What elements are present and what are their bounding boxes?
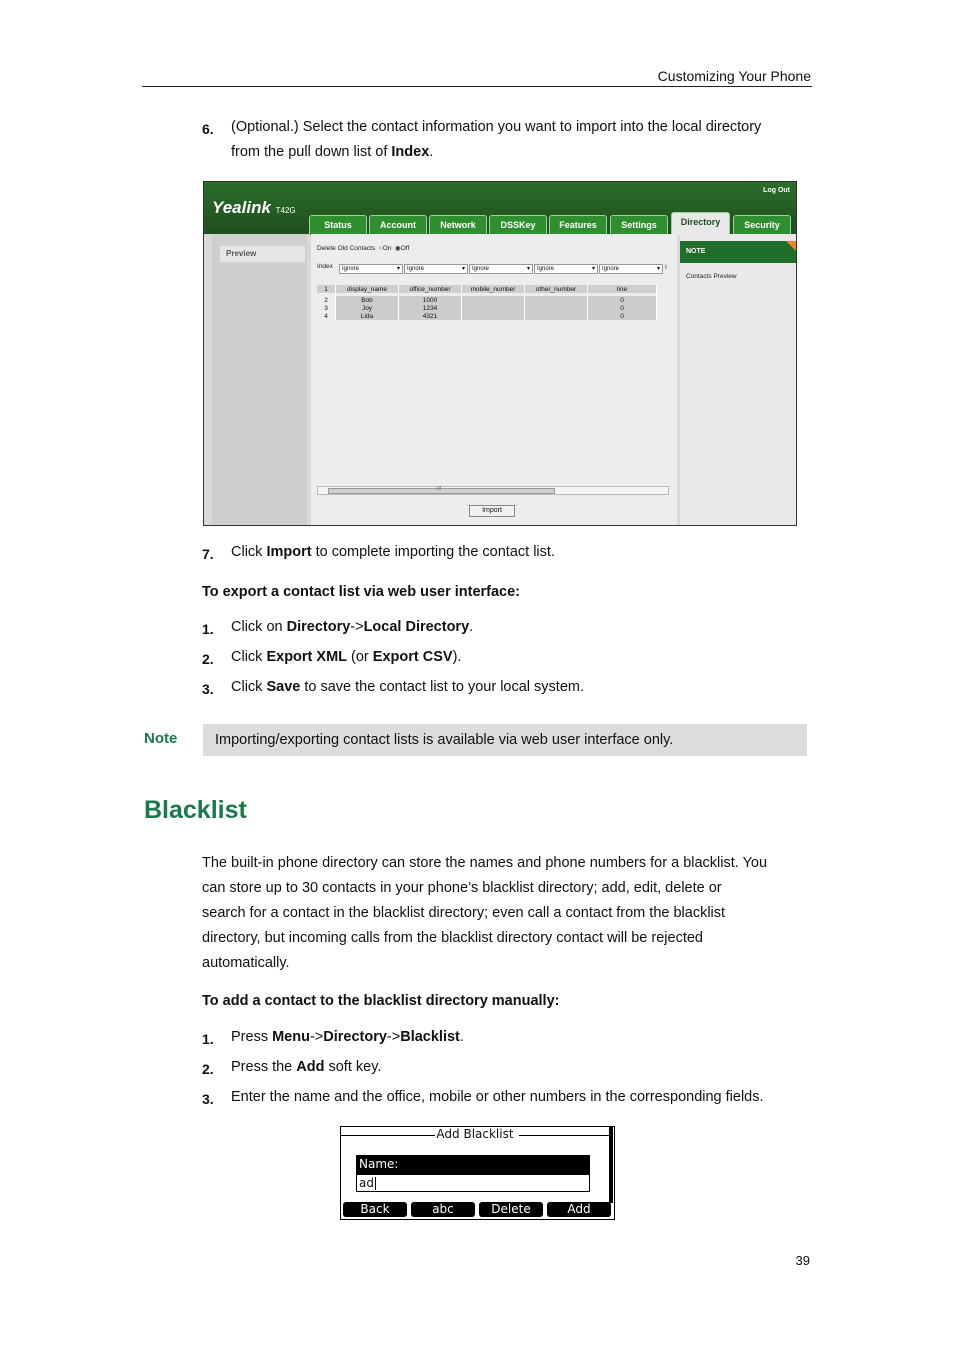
step-6-line2: from the pull down list of xyxy=(231,144,392,160)
note-title: NOTE xyxy=(680,241,796,263)
chevron-down-icon: ▾ xyxy=(461,266,465,272)
softkey-back[interactable]: Back xyxy=(343,1202,407,1217)
name-field[interactable] xyxy=(356,1174,590,1192)
cell-other xyxy=(525,312,588,320)
header-rule xyxy=(142,86,812,87)
note-label: Note xyxy=(144,730,178,747)
tab-directory[interactable]: Directory xyxy=(671,212,730,235)
delete-old-contacts-row xyxy=(317,244,409,252)
section-title: Blacklist xyxy=(144,796,247,824)
index-select-4[interactable] xyxy=(534,264,598,274)
chevron-down-icon: ▾ xyxy=(656,266,660,272)
cell-mobile xyxy=(462,312,525,320)
index-select-2[interactable] xyxy=(404,264,468,274)
scrollbar-thumb[interactable] xyxy=(328,488,555,494)
logo-text: Yealink xyxy=(212,198,271,217)
body-line: can store up to 30 contacts in your phone’s blacklist directory; add, edit, delete or xyxy=(202,880,722,896)
tab-status[interactable]: Status xyxy=(309,215,367,235)
body-line: search for a contact in the blacklist directory; even call a contact from the blacklist xyxy=(202,905,726,921)
cell-line: 0 xyxy=(588,312,657,320)
phone-title: Add Blacklist xyxy=(436,1127,514,1141)
select-value: Ignore xyxy=(407,266,425,272)
text-cursor xyxy=(375,1177,376,1190)
model-text: T42G xyxy=(275,206,296,215)
note-text: Contacts Preview xyxy=(686,273,737,280)
radio-on-label: On xyxy=(382,245,392,252)
text: -> xyxy=(350,619,364,635)
import-term: Import xyxy=(266,544,312,560)
name-value: ad xyxy=(359,1176,374,1190)
chevron-down-icon: ▾ xyxy=(591,266,595,272)
step-number: 3. xyxy=(202,681,214,697)
tab-settings[interactable]: Settings xyxy=(610,215,668,235)
export-heading: To export a contact list via web user interface: xyxy=(202,584,521,600)
select-value: Ignore xyxy=(537,266,555,272)
step-number: 7. xyxy=(202,546,214,562)
punct: . xyxy=(429,144,434,160)
import-button[interactable]: Import xyxy=(469,505,515,517)
radio-off-label: Off xyxy=(400,245,410,252)
web-header-bar xyxy=(204,182,796,234)
radio-on-icon[interactable]: ○ xyxy=(378,245,383,252)
index-select-5[interactable] xyxy=(599,264,663,274)
text: -> xyxy=(309,1029,324,1045)
table-row xyxy=(317,312,657,320)
blacklist-step-3: Enter the name and the office, mobile or other numbers in the corresponding fields. xyxy=(231,1089,764,1105)
select-value: Ignore xyxy=(342,266,360,272)
index-label: Index xyxy=(317,263,333,270)
softkey-abc[interactable]: abc xyxy=(411,1202,475,1217)
note-pane xyxy=(680,234,796,525)
text: . xyxy=(459,1029,464,1045)
text: (or xyxy=(347,649,373,665)
tab-dsskey[interactable]: DSSKey xyxy=(489,215,547,235)
cell-mobile xyxy=(462,304,525,312)
export-step-3 xyxy=(231,675,816,700)
table-header-row xyxy=(317,285,657,293)
cell-other xyxy=(525,296,588,304)
index-select-1[interactable] xyxy=(339,264,403,274)
select-value: Ignore xyxy=(472,266,490,272)
phone-scrollbar xyxy=(609,1127,613,1203)
note-box: Importing/exporting contact lists is available via web user interface only. xyxy=(203,724,807,756)
note-corner-icon xyxy=(786,241,796,251)
body-line: automatically. xyxy=(202,955,290,971)
chevron-down-icon: ▾ xyxy=(526,266,530,272)
cell-mobile xyxy=(462,296,525,304)
column-header: display_name xyxy=(336,285,399,293)
text: -> xyxy=(386,1029,401,1045)
body-line: The built-in phone directory can store the names and phone numbers for a blacklist. You xyxy=(202,855,768,871)
text: Press the xyxy=(231,1059,297,1075)
cell-name: Bob xyxy=(336,296,399,304)
tab-network[interactable]: Network xyxy=(429,215,487,235)
running-header: Customizing Your Phone xyxy=(657,68,811,84)
text: Click xyxy=(231,544,267,560)
text: Click xyxy=(231,649,267,665)
select-value: Ignore xyxy=(602,266,620,272)
cell-name: Lida xyxy=(336,312,399,320)
softkey-add[interactable]: Add xyxy=(547,1202,611,1217)
text: soft key. xyxy=(324,1059,382,1075)
index-term: Index xyxy=(391,144,430,160)
term: Menu xyxy=(272,1029,310,1045)
table-row xyxy=(317,296,657,304)
column-header: line xyxy=(588,285,657,293)
row-number: 1 xyxy=(317,285,336,293)
text: Click xyxy=(231,679,267,695)
table-row xyxy=(317,304,657,312)
cell-line: 0 xyxy=(588,296,657,304)
tab-account[interactable]: Account xyxy=(369,215,427,235)
cell-office: 1234 xyxy=(399,304,462,312)
cell-name: Joy xyxy=(336,304,399,312)
text: Press xyxy=(231,1029,273,1045)
column-header: mobile_number xyxy=(462,285,525,293)
column-header: office_number xyxy=(399,285,462,293)
blacklist-step-1 xyxy=(231,1025,816,1050)
term: Export XML xyxy=(266,649,348,665)
term: Directory xyxy=(323,1029,387,1045)
step-number: 6. xyxy=(202,121,214,137)
cell-other xyxy=(525,304,588,312)
term: Local Directory xyxy=(363,619,470,635)
web-main-pane xyxy=(311,234,677,525)
text: to complete importing the contact list. xyxy=(311,544,555,560)
step-number: 1. xyxy=(202,1031,214,1047)
step-number: 2. xyxy=(202,651,214,667)
index-select-overflow: I xyxy=(665,264,667,271)
cell-line: 0 xyxy=(588,304,657,312)
blacklist-step-2 xyxy=(231,1055,816,1080)
step-7-text xyxy=(231,540,816,565)
text: ). xyxy=(452,649,462,665)
step-6-line1: (Optional.) Select the contact information you want to import into the local directory xyxy=(231,119,762,135)
term: Save xyxy=(266,679,301,695)
web-sidebar xyxy=(212,234,307,525)
body-line: directory, but incoming calls from the blacklist directory contact will be rejected xyxy=(202,930,703,946)
logout-link[interactable]: Log Out xyxy=(763,187,790,194)
blacklist-body xyxy=(202,851,822,976)
web-ui-screenshot xyxy=(203,181,797,526)
blacklist-heading: To add a contact to the blacklist directory manually: xyxy=(202,993,560,1009)
chevron-down-icon: ▾ xyxy=(396,266,400,272)
sidebar-item-preview[interactable]: Preview xyxy=(220,246,305,262)
step-number: 2. xyxy=(202,1061,214,1077)
name-label: Name: xyxy=(356,1155,590,1174)
grip-icon: III xyxy=(437,486,442,492)
tab-features[interactable]: Features xyxy=(549,215,607,235)
step-number: 3. xyxy=(202,1091,214,1107)
contacts-preview-table xyxy=(317,285,657,320)
cell-office: 1000 xyxy=(399,296,462,304)
term: Directory xyxy=(286,619,351,635)
tab-security[interactable]: Security xyxy=(733,215,791,235)
cell-office: 4321 xyxy=(399,312,462,320)
radio-off-icon[interactable]: ◉ xyxy=(395,245,401,252)
text: . xyxy=(469,619,474,635)
term: Blacklist xyxy=(400,1029,460,1045)
term: Add xyxy=(296,1059,325,1075)
row-number: 3 xyxy=(317,304,336,312)
phone-screen xyxy=(340,1126,615,1220)
page-number: 39 xyxy=(795,1253,810,1268)
index-select-3[interactable] xyxy=(469,264,533,274)
text: to save the contact list to your local system. xyxy=(300,679,585,695)
yealink-logo xyxy=(212,198,296,218)
softkey-delete[interactable]: Delete xyxy=(479,1202,543,1217)
horizontal-scrollbar[interactable] xyxy=(317,486,669,495)
column-header: other_number xyxy=(525,285,588,293)
step-6-text xyxy=(231,115,816,165)
step-number: 1. xyxy=(202,621,214,637)
export-step-2 xyxy=(231,645,816,670)
row-number: 2 xyxy=(317,296,336,304)
row-number: 4 xyxy=(317,312,336,320)
export-step-1 xyxy=(231,615,816,640)
delete-old-label: Delete Old Contacts xyxy=(317,245,376,252)
text: Click on xyxy=(231,619,287,635)
term: Export CSV xyxy=(372,649,453,665)
